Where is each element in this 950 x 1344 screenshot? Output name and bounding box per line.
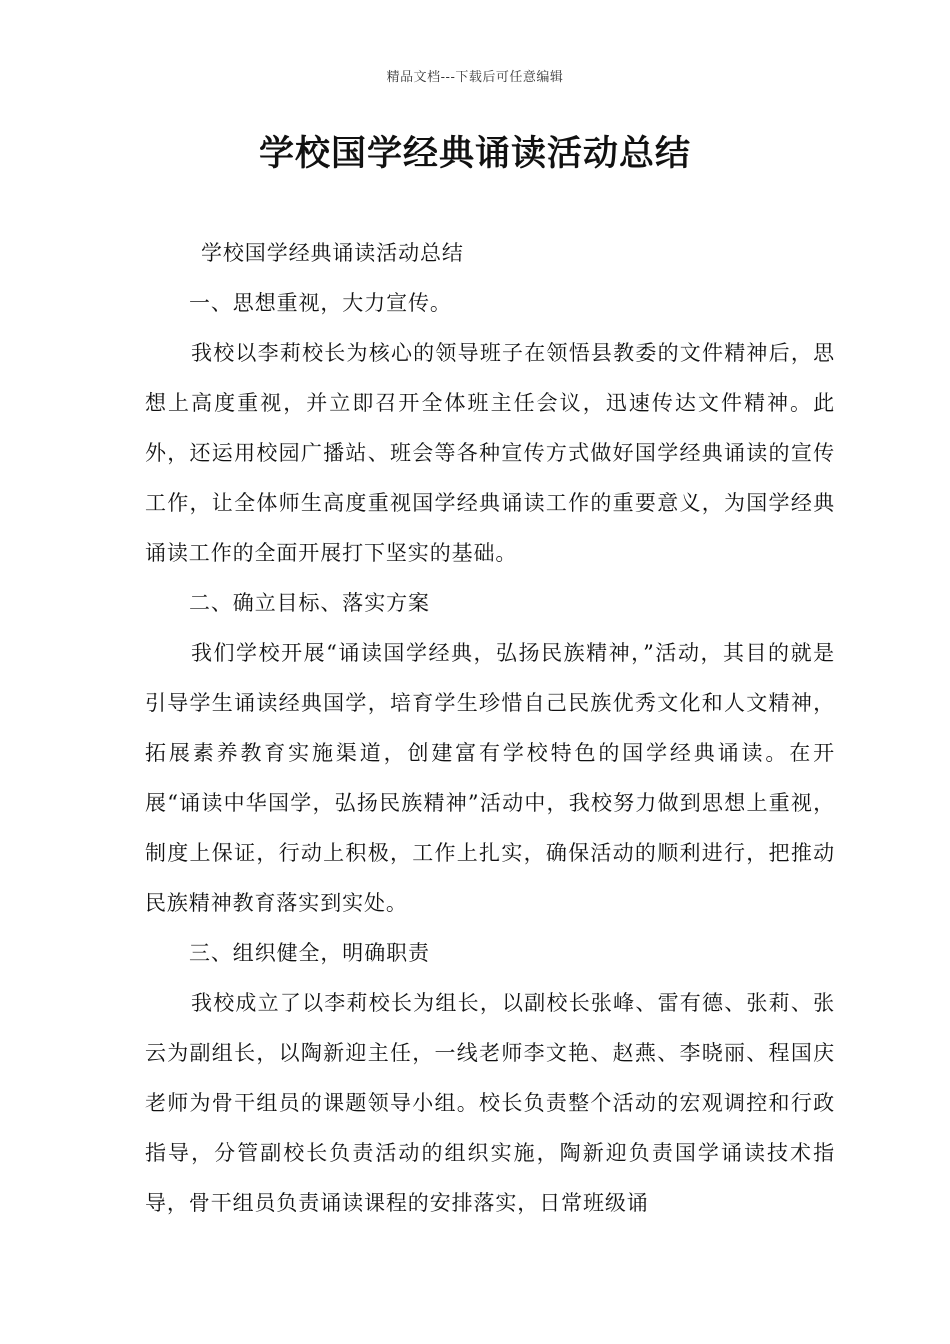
section-paragraph-1: 我校以李莉校长为核心的领导班子在领悟县教委的文件精神后，思想上高度重视，并立即召开全体班主任会议，迅速传达文件精神。此外，还运用校园广播站、班会等各种宣传方式做好国学经典诵读的宣传工作，让全体师生高度重视国学经典诵读工作的重要意义，为国学经典诵读工作的全面开展打下坚实的基础。 — [145, 341, 835, 565]
document-title: 学校国学经典诵读活动总结 — [258, 133, 691, 174]
document-body — [145, 228, 835, 1228]
section-paragraph-3: 我校成立了以李莉校长为组长，以副校长张峰、雷有德、张莉、张云为副组长，以陶新迎主任，一线老师李文艳、赵燕、李晓丽、程国庆老师为骨干组员的课题领导小组。校长负责整个活动的宏观调控和行政指导，分管副校长负责活动的组织实施，陶新迎负责国学诵读技术指导，骨干组员负责诵读课程的安排落实，日常班级诵 — [145, 991, 835, 1215]
document-subtitle: 学校国学经典诵读活动总结 — [201, 241, 464, 265]
section-heading-1: 一、思想重视，大力宣传。 — [189, 291, 452, 315]
section-heading-3: 三、组织健全，明确职责 — [189, 941, 430, 965]
section-paragraph-2: 我们学校开展“诵读国学经典，弘扬民族精神，”活动，其目的就是引导学生诵读经典国学，培育学生珍惜自己民族优秀文化和人文精神，拓展素养教育实施渠道，创建富有学校特色的国学经典诵读。在开展“诵读中华国学，弘扬民族精神”活动中，我校努力做到思想上重视，制度上保证，行动上积极，工作上扎实，确保活动的顺利进行，把推动民族精神教育落实到实处。 — [145, 641, 835, 915]
page-header: 精品文档---下载后可任意编辑 — [386, 70, 564, 85]
section-heading-2: 二、确立目标、落实方案 — [189, 591, 430, 615]
